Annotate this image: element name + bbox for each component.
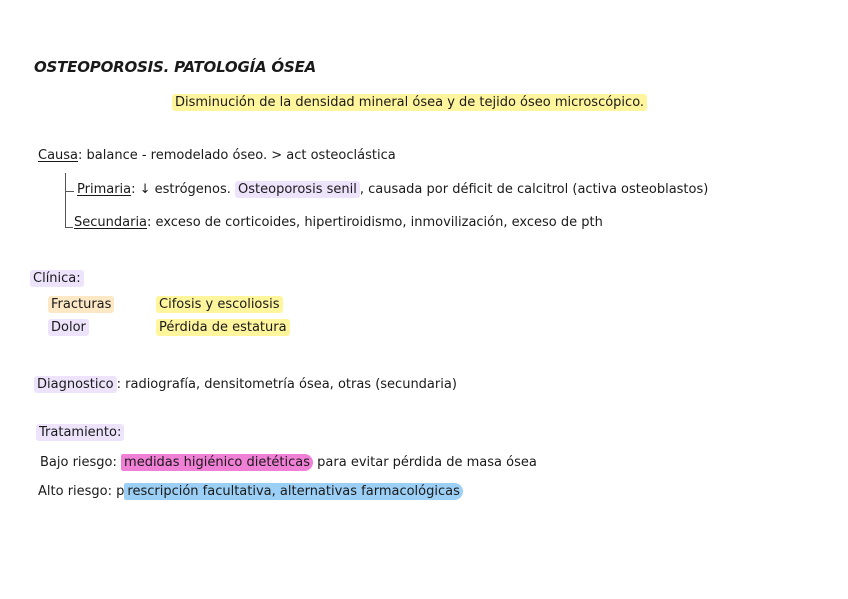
tratamiento-heading (36, 425, 124, 440)
clinica-item-label: Cifosis y escoliosis (156, 296, 283, 313)
tratamiento-label: Tratamiento: (36, 424, 124, 441)
secundaria-text: : exceso de corticoides, hipertiroidismo, inmovilización, exceso de pth (147, 215, 603, 230)
bajo-riesgo-label: Bajo riesgo: (40, 455, 122, 470)
clinica-item (156, 320, 290, 335)
definition-text: Disminución de la densidad mineral ósea y de tejido óseo microscópico. (172, 94, 647, 111)
tree-branch-primaria (65, 191, 74, 192)
diagnostico-label: Diagnostico (34, 376, 117, 393)
clinica-item-label: Fracturas (48, 296, 114, 313)
bajo-riesgo-text: para evitar pérdida de masa ósea (313, 455, 537, 470)
clinica-label: Clínica: (30, 270, 84, 287)
page-title: OSTEOPOROSIS. PATOLOGÍA ÓSEA (34, 58, 317, 76)
secundaria-label: Secundaria (74, 215, 148, 230)
alto-riesgo-label: Alto riesgo: p (38, 484, 125, 499)
primaria-line (77, 182, 708, 197)
alto-riesgo-line (38, 484, 463, 499)
primaria-text-after: , causada por déficit de calcitrol (activa osteoblastos) (359, 182, 709, 197)
primaria-highlight: Osteoporosis senil (235, 181, 360, 198)
diagnostico-line (34, 377, 457, 392)
secundaria-line (74, 215, 603, 230)
primaria-label: Primaria (77, 182, 132, 197)
clinica-item (48, 297, 114, 312)
causa-line (38, 148, 396, 163)
tree-connector (65, 173, 66, 228)
clinica-item-label: Pérdida de estatura (156, 319, 290, 336)
tree-branch-secundaria (65, 227, 73, 228)
primaria-text-before: : ↓ estrógenos. (131, 182, 236, 197)
definition (172, 95, 647, 110)
alto-riesgo-highlight: rescripción facultativa, alternativas farmacológicas (124, 483, 462, 500)
clinica-item (156, 297, 283, 312)
diagnostico-text: : radiografía, densitometría ósea, otras (secundaria) (116, 377, 457, 392)
clinica-heading (30, 271, 84, 286)
clinica-item-label: Dolor (48, 319, 89, 336)
causa-label: Causa (38, 148, 79, 163)
clinica-item (48, 320, 89, 335)
bajo-riesgo-line (40, 455, 537, 470)
bajo-riesgo-highlight: medidas higiénico dietéticas (121, 454, 313, 471)
causa-text: : balance - remodelado óseo. > act osteoclástica (78, 148, 396, 163)
